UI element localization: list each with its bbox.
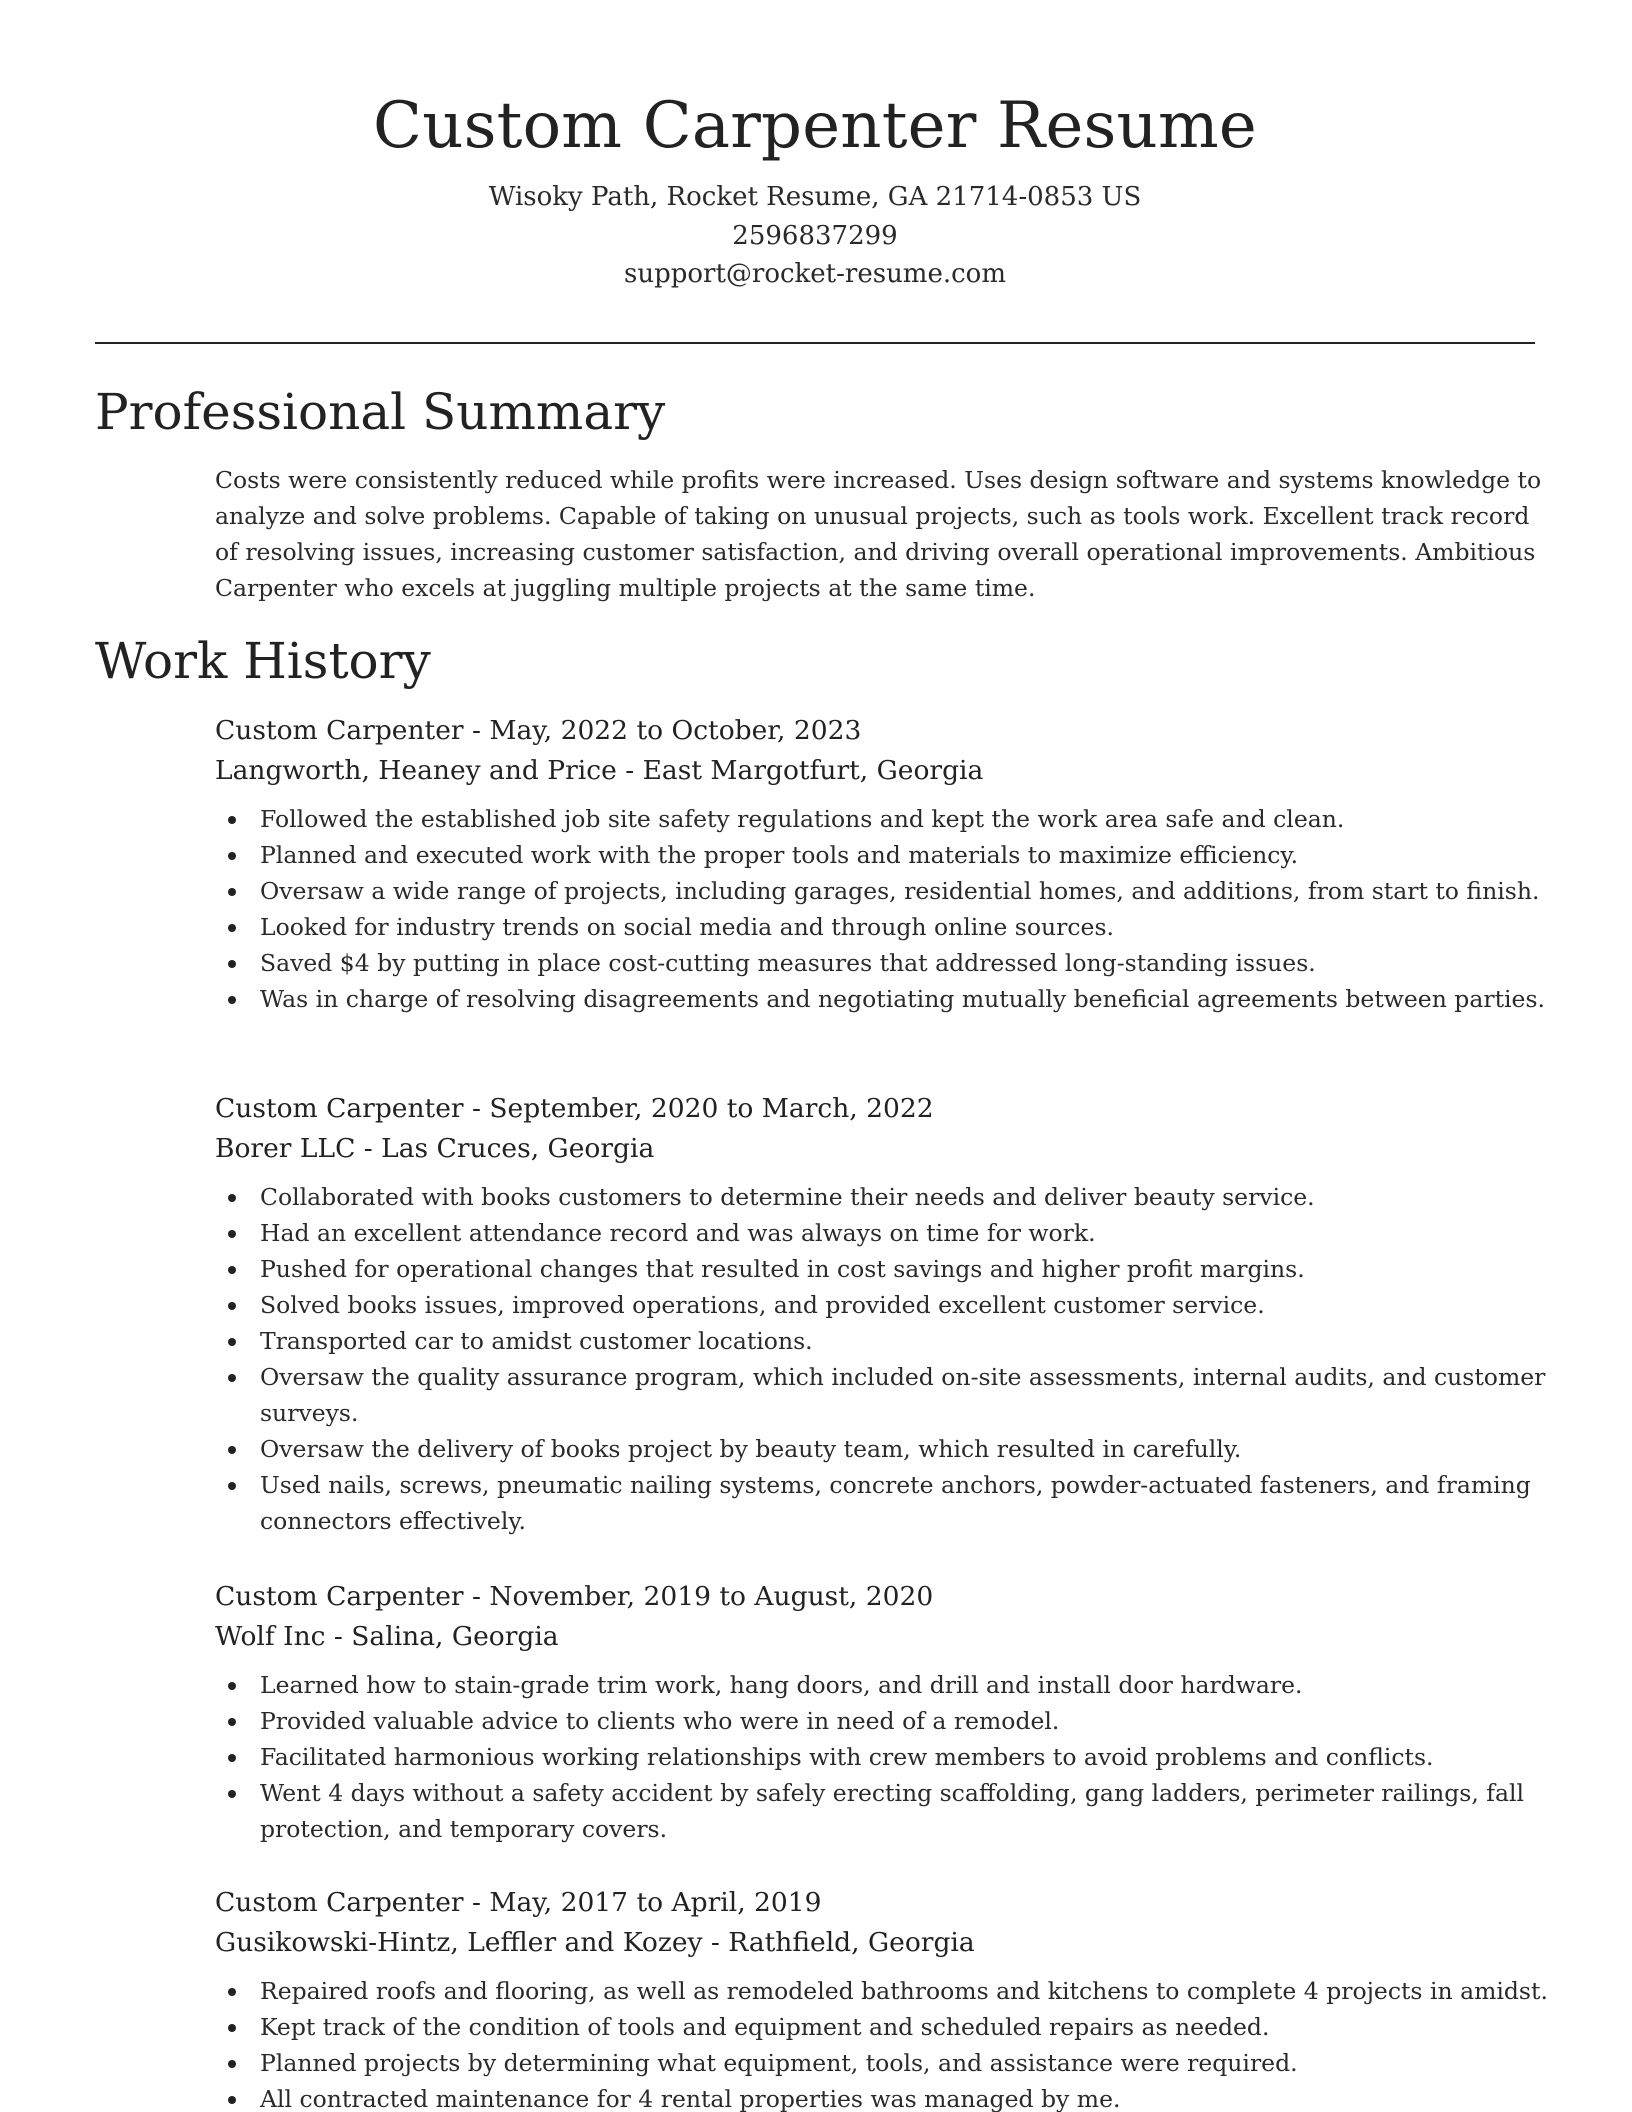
contact-info (95, 178, 1535, 294)
bullet-icon (228, 1446, 236, 1454)
list-item: Had an excellent attendance record and was always on time for work. (215, 1215, 1555, 1251)
bullet-icon (228, 2024, 236, 2032)
list-item: Provided valuable advice to clients who were in need of a remodel. (215, 1703, 1555, 1739)
bullet-icon (228, 2060, 236, 2068)
list-item: Learned how to stain-grade trim work, hang doors, and drill and install door hardware. (215, 1667, 1555, 1703)
job-title-line: Custom Carpenter - May, 2017 to April, 2019 (215, 1887, 822, 1918)
job-bullet-list (215, 1667, 1555, 1847)
resume-header (95, 82, 1535, 294)
job-title-line: Custom Carpenter - May, 2022 to October, 2023 (215, 715, 862, 746)
list-item: Repaired roofs and flooring, as well as remodeled bathrooms and kitchens to complete 4 projects in amidst. (215, 1973, 1555, 2009)
job-company-line: Gusikowski-Hintz, Leffler and Kozey - Rathfield, Georgia (215, 1927, 975, 1958)
job-company-line: Wolf Inc - Salina, Georgia (215, 1621, 559, 1652)
bullet-icon (228, 1302, 236, 1310)
bullet-icon (228, 1230, 236, 1238)
job-bullet-list (215, 1973, 1555, 2112)
header-divider (95, 342, 1535, 344)
bullet-icon (228, 1338, 236, 1346)
bullet-icon (228, 2096, 236, 2104)
job-entry (215, 1089, 1555, 1539)
bullet-icon (228, 1754, 236, 1762)
summary-text: Costs were consistently reduced while profits were increased. Uses design software and systems knowledge to analyze and solve problems. Capable of taking on unusual projects, such as tools work. Excellent track record of resolving issues, increasing customer satisfaction, and driving overall operational improvements. Ambitious Carpenter who excels at juggling multiple projects at the same time. (215, 466, 1542, 602)
list-item: Followed the established job site safety regulations and kept the work area safe and clean. (215, 801, 1555, 837)
resume-title: Custom Carpenter Resume (373, 89, 1257, 163)
list-item: Saved $4 by putting in place cost-cutting measures that addressed long-standing issues. (215, 945, 1555, 981)
bullet-icon (228, 924, 236, 932)
bullet-icon (228, 1718, 236, 1726)
list-item: All contracted maintenance for 4 rental properties was managed by me. (215, 2081, 1555, 2112)
job-entry (215, 1883, 1555, 2112)
job-bullet-list (215, 801, 1555, 1017)
bullet-icon (228, 996, 236, 1004)
bullet-icon (228, 1266, 236, 1274)
job-company-line: Langworth, Heaney and Price - East Margotfurt, Georgia (215, 755, 984, 786)
list-item: Kept track of the condition of tools and equipment and scheduled repairs as needed. (215, 2009, 1555, 2045)
bullet-icon (228, 1988, 236, 1996)
work-history-heading: Work History (95, 632, 431, 690)
list-item: Oversaw the delivery of books project by beauty team, which resulted in carefully. (215, 1431, 1555, 1467)
bullet-icon (228, 1790, 236, 1798)
list-item: Planned projects by determining what equipment, tools, and assistance were required. (215, 2045, 1555, 2081)
bullet-icon (228, 816, 236, 824)
contact-phone: 2596837299 (732, 220, 898, 251)
bullet-icon (228, 1482, 236, 1490)
list-item: Transported car to amidst customer locations. (215, 1323, 1555, 1359)
list-item: Pushed for operational changes that resulted in cost savings and higher profit margins. (215, 1251, 1555, 1287)
list-item: Oversaw the quality assurance program, which included on-site assessments, internal audits, and customer surveys. (215, 1359, 1555, 1431)
list-item: Facilitated harmonious working relationships with crew members to avoid problems and conflicts. (215, 1739, 1555, 1775)
contact-email: support@rocket-resume.com (623, 259, 1006, 289)
summary-heading: Professional Summary (95, 383, 666, 441)
job-bullet-list (215, 1179, 1555, 1539)
contact-address: Wisoky Path, Rocket Resume, GA 21714-0853 US (488, 182, 1142, 212)
job-title-line: Custom Carpenter - September, 2020 to March, 2022 (215, 1093, 934, 1124)
list-item: Solved books issues, improved operations, and provided excellent customer service. (215, 1287, 1555, 1323)
list-item: Planned and executed work with the proper tools and materials to maximize efficiency. (215, 837, 1555, 873)
job-entry (215, 1577, 1555, 1847)
job-company-line: Borer LLC - Las Cruces, Georgia (215, 1133, 655, 1164)
list-item: Used nails, screws, pneumatic nailing systems, concrete anchors, powder-actuated fasteners, and framing connectors effectively. (215, 1467, 1555, 1539)
bullet-icon (228, 1194, 236, 1202)
list-item: Looked for industry trends on social media and through online sources. (215, 909, 1555, 945)
bullet-icon (228, 1682, 236, 1690)
bullet-icon (228, 960, 236, 968)
list-item: Went 4 days without a safety accident by safely erecting scaffolding, gang ladders, perimeter railings, fall protection, and temporary covers. (215, 1775, 1555, 1847)
list-item: Oversaw a wide range of projects, including garages, residential homes, and additions, from start to finish. (215, 873, 1555, 909)
bullet-icon (228, 1374, 236, 1382)
bullet-icon (228, 888, 236, 896)
list-item: Collaborated with books customers to determine their needs and deliver beauty service. (215, 1179, 1555, 1215)
job-entry (215, 711, 1555, 1017)
list-item: Was in charge of resolving disagreements and negotiating mutually beneficial agreements between parties. (215, 981, 1555, 1017)
job-title-line: Custom Carpenter - November, 2019 to August, 2020 (215, 1581, 934, 1612)
bullet-icon (228, 852, 236, 860)
